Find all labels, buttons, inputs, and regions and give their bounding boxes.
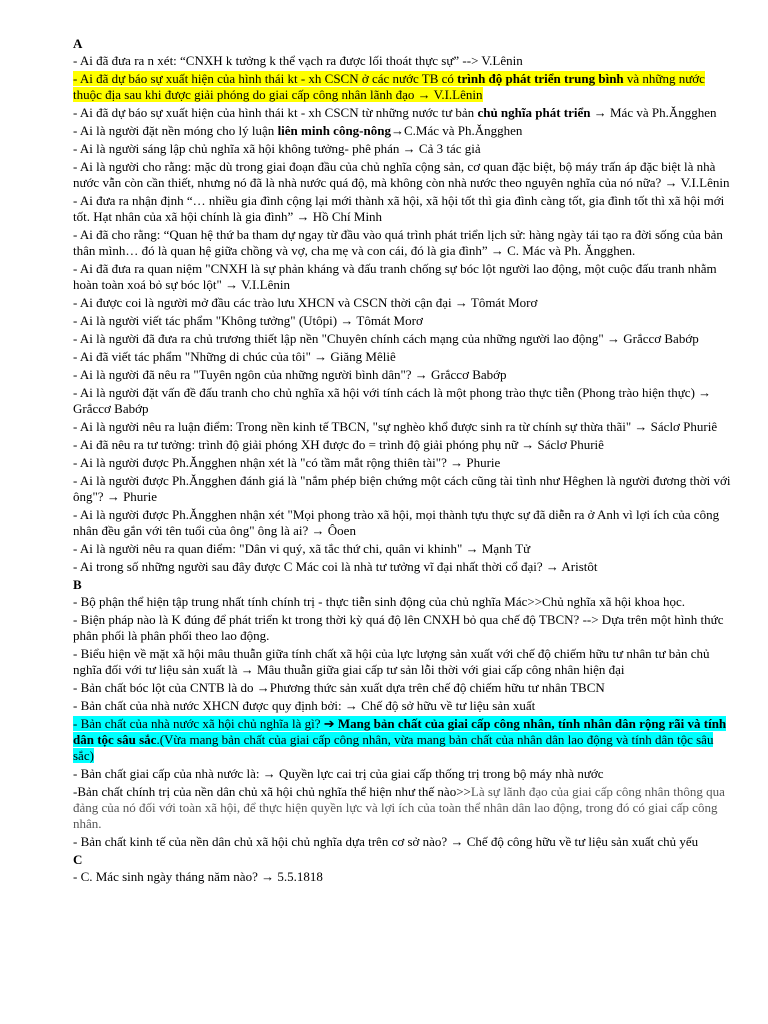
line-text: - C. Mác sinh ngày tháng năm nào? → 5.5.1818 (73, 869, 323, 884)
list-item (73, 53, 733, 69)
line-text: Là sự lãnh đạo của giai cấp công nhân thông qua đảng của nó đối với toàn xã hội, để thực hiện quyền lực và lợi ích của toàn thể nhân dân lao động, trong đó có giai cấp công nhân. (73, 784, 725, 831)
bold-text: chủ nghĩa phát triển (477, 105, 591, 120)
list-item (73, 559, 733, 575)
line-text: và những nước thuộc địa sau khi được giải phóng do giai cấp công nhân lãnh đạo → V.I.Lênin (73, 71, 705, 102)
list-item (73, 71, 733, 103)
list-item (73, 473, 733, 505)
list-item (73, 766, 733, 782)
line-text: - Ai là người đã đưa ra chủ trương thiết lập nền "Chuyên chính cách mạng của những người lao động" → Grắccơ Babớp (73, 331, 699, 346)
line-text: - Ai là người sáng lập chủ nghĩa xã hội không tưởng- phê phán → Cả 3 tác giả (73, 141, 481, 156)
line-text: - Ai đã viết tác phẩm "Những di chúc của tôi" → Giăng Mêliê (73, 349, 396, 364)
bold-text: liên minh công-nông (277, 123, 391, 138)
list-item (73, 141, 733, 157)
section-heading-b: B (73, 577, 82, 592)
list-item (73, 295, 733, 311)
line-text: - Ai là người được Ph.Ăngghen nhận xét "Mọi phong trào xã hội, mọi thành tựu thực sự đã diễn ra ở Anh vì lợi ích của công nhân đều gắn với tên tuổi của ông" ông là ai? → Ôoen (73, 507, 720, 538)
document-page (73, 36, 733, 887)
line-text: - Ai là người viết tác phẩm "Không tưởng" (Utôpi) → Tômát Morơ (73, 313, 423, 328)
list-item (73, 261, 733, 293)
line-text: - Ai là người cho rằng: mặc dù trong giai đoạn đầu của chủ nghĩa cộng sản, cơ quan đặc biệt, bộ máy trấn áp đặc biệt là nhà nước vẫn còn cần thiết, nhưng nó đã là nhà nước quá độ, mà không còn nhà nước theo nguyên nghĩa của nó nữa? → V.I.Lênin (73, 159, 730, 190)
line-text: - Ai đã đưa ra n xét: “CNXH k tưởng k thể vạch ra được lối thoát thực sự” --> V.Lênin (73, 53, 523, 68)
line-text: -Bản chất chính trị của nền dân chủ xã hội chủ nghĩa thể hiện như thế nào>> (73, 784, 471, 799)
list-item (73, 123, 733, 139)
list-item (73, 716, 733, 764)
line-text: - Ai là người đã nêu ra "Tuyên ngôn của những người bình dân"? → Grắccơ Babớp (73, 367, 507, 382)
line-text: - Ai đưa ra nhận định “… nhiều gia đình cộng lại mới thành xã hội, xã hội tốt thì gia đình càng tốt, gia đình tốt thì xã hội mới tốt. Hạt nhân của xã hội chính là gia đình” → Hồ Chí Minh (73, 193, 725, 224)
list-item (73, 646, 733, 678)
list-item (73, 784, 733, 832)
line-text: - Bản chất bóc lột của CNTB là do →Phương thức sản xuất dựa trên chế độ chiếm hữu tư nhân TBCN (73, 680, 605, 695)
list-item (73, 680, 733, 696)
line-text: .(Vừa mang bản chất của giai cấp công nhân, vừa mang bản chất của nhân dân lao động và tính dân tộc sâu sắc) (73, 732, 714, 763)
section-heading-a: A (73, 36, 83, 51)
line-text: - Bản chất giai cấp của nhà nước là: → Quyền lực cai trị của giai cấp thống trị trong bộ máy nhà nước (73, 766, 604, 781)
list-item (73, 834, 733, 850)
line-text: → Mác và Ph.Ăngghen (590, 105, 717, 120)
list-item (73, 227, 733, 259)
list-item (73, 159, 733, 191)
list-item (73, 455, 733, 471)
list-item (73, 698, 733, 714)
line-text: - Biện pháp nào là K đúng để phát triển kt trong thời kỳ quá độ lên CNXH bỏ qua chế độ TBCN? --> Dựa trên một hình thức phân phối là phân phối theo lao động. (73, 612, 724, 643)
line-text: - Bộ phận thể hiện tập trung nhất tính chính trị - thực tiễn sinh động của chủ nghĩa Mác>>Chủ nghĩa xã hội khoa học. (73, 594, 685, 609)
list-item (73, 612, 733, 644)
section-heading-c: C (73, 852, 83, 867)
line-text: - Ai là người đặt nền móng cho lý luận (73, 123, 278, 138)
line-text: - Bản chất của nhà nước XHCN được quy định bởi: → Chế độ sở hữu về tư liệu sản xuất (73, 698, 536, 713)
line-text: - Ai là người nêu ra luận điểm: Trong nền kinh tế TBCN, "sự nghèo khổ được sinh ra từ chính sự thừa thãi" → Sáclơ Phuriê (73, 419, 718, 434)
list-item (73, 869, 733, 885)
bold-text: Mang bản chất của giai cấp công nhân, tính nhân dân rộng rãi và tính dân tộc sâu sắc (73, 716, 727, 747)
list-item (73, 367, 733, 383)
list-item (73, 385, 733, 417)
list-item (73, 507, 733, 539)
list-item (73, 437, 733, 453)
line-text: - Ai đã cho rằng: “Quan hệ thứ ba tham dự ngay từ đầu vào quá trình phát triển lịch sử: hàng ngày tái tạo ra đời sống của bản thân mình… đó là quan hệ giữa chồng và vợ, cha mẹ và con cái, đó là gia đình” → C. Mác và Ph. Ăngghen. (73, 227, 723, 258)
line-text: - Ai đã nêu ra tư tưởng: trình độ giải phóng XH được đo = trình độ giải phóng phụ nữ → Sáclơ Phuriê (73, 437, 604, 452)
line-text: - Bản chất của nhà nước xã hội chủ nghĩa là gì? ➔ (73, 716, 338, 731)
list-item (73, 105, 733, 121)
list-item (73, 541, 733, 557)
line-text: - Ai là người được Ph.Ăngghen đánh giá là "nắm phép biện chứng một cách cũng tài tình như Hêghen là người đương thời với ông"? → Phurie (73, 473, 731, 504)
line-text: - Ai được coi là người mở đầu các trào lưu XHCN và CSCN thời cận đại → Tômát Morơ (73, 295, 538, 310)
list-item (73, 193, 733, 225)
list-item (73, 313, 733, 329)
bold-text: trình độ phát triển trung bình (457, 71, 624, 86)
line-text: - Ai đã dự báo sự xuất hiện của hình thái kt - xh CSCN ở các nước TB có (73, 71, 458, 86)
line-text: - Ai đã đưa ra quan niệm "CNXH là sự phản kháng và đấu tranh chống sự bóc lột người lao động, một cuộc đấu tranh nhằm hoàn toàn xoá bỏ sự bóc lột" → V.I.Lênin (73, 261, 717, 292)
line-text: - Ai là người đặt vấn đề đấu tranh cho chủ nghĩa xã hội với tính cách là một phong trào thực tiễn (Phong trào hiện thực) → Grắccơ Babớp (73, 385, 712, 416)
line-text: - Bản chất kinh tế của nền dân chủ xã hội chủ nghĩa dựa trên cơ sở nào? → Chế độ công hữu về tư liệu sản xuất chủ yếu (73, 834, 699, 849)
list-item (73, 594, 733, 610)
line-text: →C.Mác và Ph.Ăngghen (390, 123, 523, 138)
list-item (73, 331, 733, 347)
list-item (73, 349, 733, 365)
list-item (73, 419, 733, 435)
line-text: - Ai trong số những người sau đây được C Mác coi là nhà tư tưởng vĩ đại nhất thời cổ đại? → Aristôt (73, 559, 598, 574)
line-text: - Ai là người nêu ra quan điểm: "Dân vi quý, xã tắc thứ chi, quân vi khinh" → Mạnh Tử (73, 541, 531, 556)
line-text: - Biểu hiện về mặt xã hội mâu thuẫn giữa tính chất xã hội của lực lượng sản xuất với chế độ chiếm hữu tư nhân tư bản chủ nghĩa đối với tư liệu sản xuất là → Mâu thuẫn giữa giai cấp tư sản lỗi thời với giai cấp công nhân hiện đại (73, 646, 710, 677)
line-text: - Ai đã dự báo sự xuất hiện của hình thái kt - xh CSCN từ những nước tư bản (73, 105, 478, 120)
line-text: - Ai là người được Ph.Ăngghen nhận xét là "có tầm mắt rộng thiên tài"? → Phurie (73, 455, 501, 470)
